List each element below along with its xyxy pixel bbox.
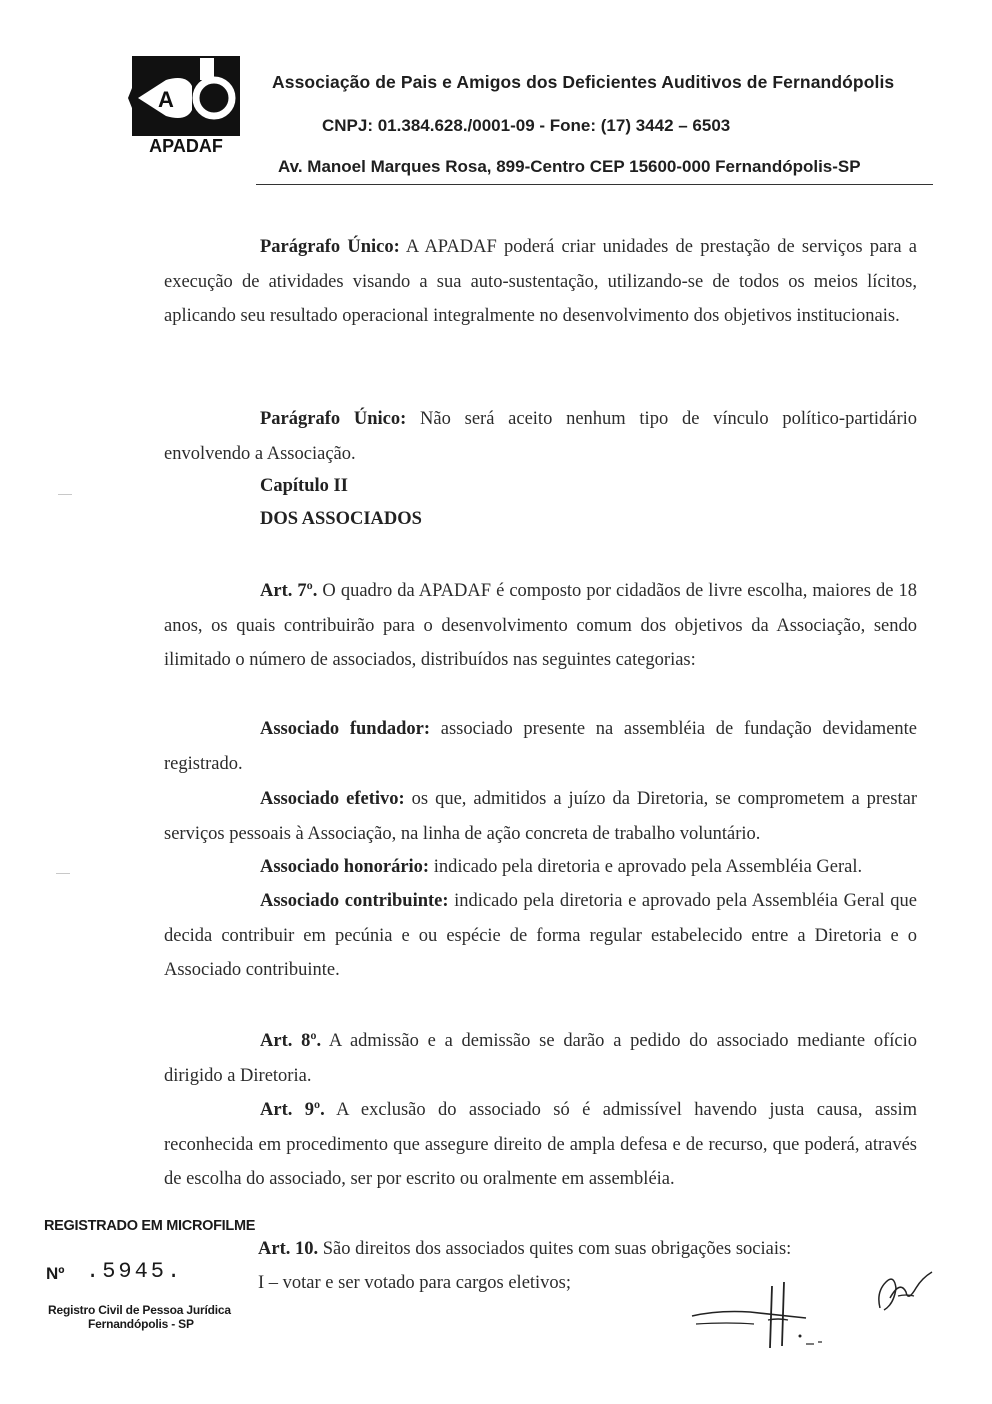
apadaf-logo xyxy=(128,52,244,154)
article-label: Art. 7º. xyxy=(260,581,318,601)
article-label: Art. 9º. xyxy=(260,1100,325,1120)
associado-efetivo xyxy=(164,782,917,851)
header-divider xyxy=(256,184,933,185)
signature-mark xyxy=(688,1274,828,1354)
associado-fundador xyxy=(164,712,917,781)
organization-name: Associação de Pais e Amigos dos Deficientes Auditivos de Fernandópolis xyxy=(272,72,895,92)
initials-mark xyxy=(870,1262,940,1318)
chapter-title: DOS ASSOCIADOS xyxy=(260,509,422,529)
category-label: Associado honorário: xyxy=(260,857,430,877)
category-label: Associado fundador: xyxy=(260,719,431,739)
paragraph-unico-2 xyxy=(164,402,917,471)
registry-office-line-2: Fernandópolis - SP xyxy=(88,1317,194,1331)
associado-honorario xyxy=(164,850,917,885)
category-text: indicado pela diretoria e aprovado pela Assembléia Geral. xyxy=(429,857,863,877)
category-label: Associado efetivo: xyxy=(260,789,405,809)
registry-office-line-1: Registro Civil de Pessoa Jurídica xyxy=(48,1303,231,1317)
microfilm-number-value: .5945. xyxy=(86,1259,184,1284)
microfilm-number-label: Nº xyxy=(46,1264,65,1283)
article-text: A exclusão do associado só é admissível havendo justa causa, assim reconhecida em procedimento que assegure direito de ampla defesa e de recurso, que poderá, através de escolha do associado, ser por escrito ou oralmente em assembléia. xyxy=(164,1100,917,1189)
paragraph-label: Parágrafo Único: xyxy=(260,237,400,257)
cnpj-phone-line: CNPJ: 01.384.628./0001-09 - Fone: (17) 3442 – 6503 xyxy=(322,116,731,135)
address-line: Av. Manoel Marques Rosa, 899-Centro CEP 15600-000 Fernandópolis-SP xyxy=(278,157,861,176)
article-label: Art. 10. xyxy=(258,1239,319,1259)
paragraph-text: Não será aceito nenhum tipo de vínculo político-partidário envolvendo a Associação. xyxy=(164,409,917,464)
category-text: indicado pela diretoria e aprovado pela Assembléia Geral que decida contribuir em pecúnia e ou espécie de forma regular estabelecido entre a Diretoria e o Associado contribuinte. xyxy=(164,891,917,980)
scan-mark xyxy=(56,873,70,874)
article-7 xyxy=(164,574,917,678)
microfilm-stamp-title: REGISTRADO EM MICROFILME xyxy=(44,1218,256,1234)
article-text: O quadro da APADAF é composto por cidadãos de livre escolha, maiores de 18 anos, os quais contribuirão para o desenvolvimento comum dos objetivos da Associação, sendo ilimitado o número de associados, distribuídos nas seguintes categorias: xyxy=(164,581,917,670)
article-8 xyxy=(164,1024,917,1093)
paragraph-label: Parágrafo Único: xyxy=(260,409,407,429)
svg-text:A: A xyxy=(158,87,174,112)
chapter-heading: Capítulo II xyxy=(260,476,348,496)
article-label: Art. 8º. xyxy=(260,1031,322,1051)
article-text: São direitos dos associados quites com suas obrigações sociais: xyxy=(318,1239,792,1259)
article-text: A admissão e a demissão se darão a pedido do associado mediante ofício dirigido a Diretoria. xyxy=(164,1031,917,1086)
paragraph-unico-1 xyxy=(164,230,917,334)
article-10 xyxy=(258,1232,918,1267)
article-9 xyxy=(164,1093,917,1197)
scan-mark xyxy=(58,494,72,495)
category-text: associado presente na assembléia de fundação devidamente registrado. xyxy=(164,719,918,774)
paragraph-text: A APADAF poderá criar unidades de prestação de serviços para a execução de atividades visando a sua auto-sustentação, utilizando-se de todos os meios lícitos, aplicando seu resultado operacional integralmente no desenvolvimento dos objetivos institucionais. xyxy=(164,237,917,326)
logo-text: APADAF xyxy=(149,136,223,154)
category-text: os que, admitidos a juízo da Diretoria, se comprometem a prestar serviços pessoais à Associação, na linha de ação concreta de trabalho voluntário. xyxy=(164,789,917,844)
category-label: Associado contribuinte: xyxy=(260,891,449,911)
article-10-item-1: I – votar e ser votado para cargos eletivos; xyxy=(258,1273,572,1293)
associado-contribuinte xyxy=(164,884,917,988)
